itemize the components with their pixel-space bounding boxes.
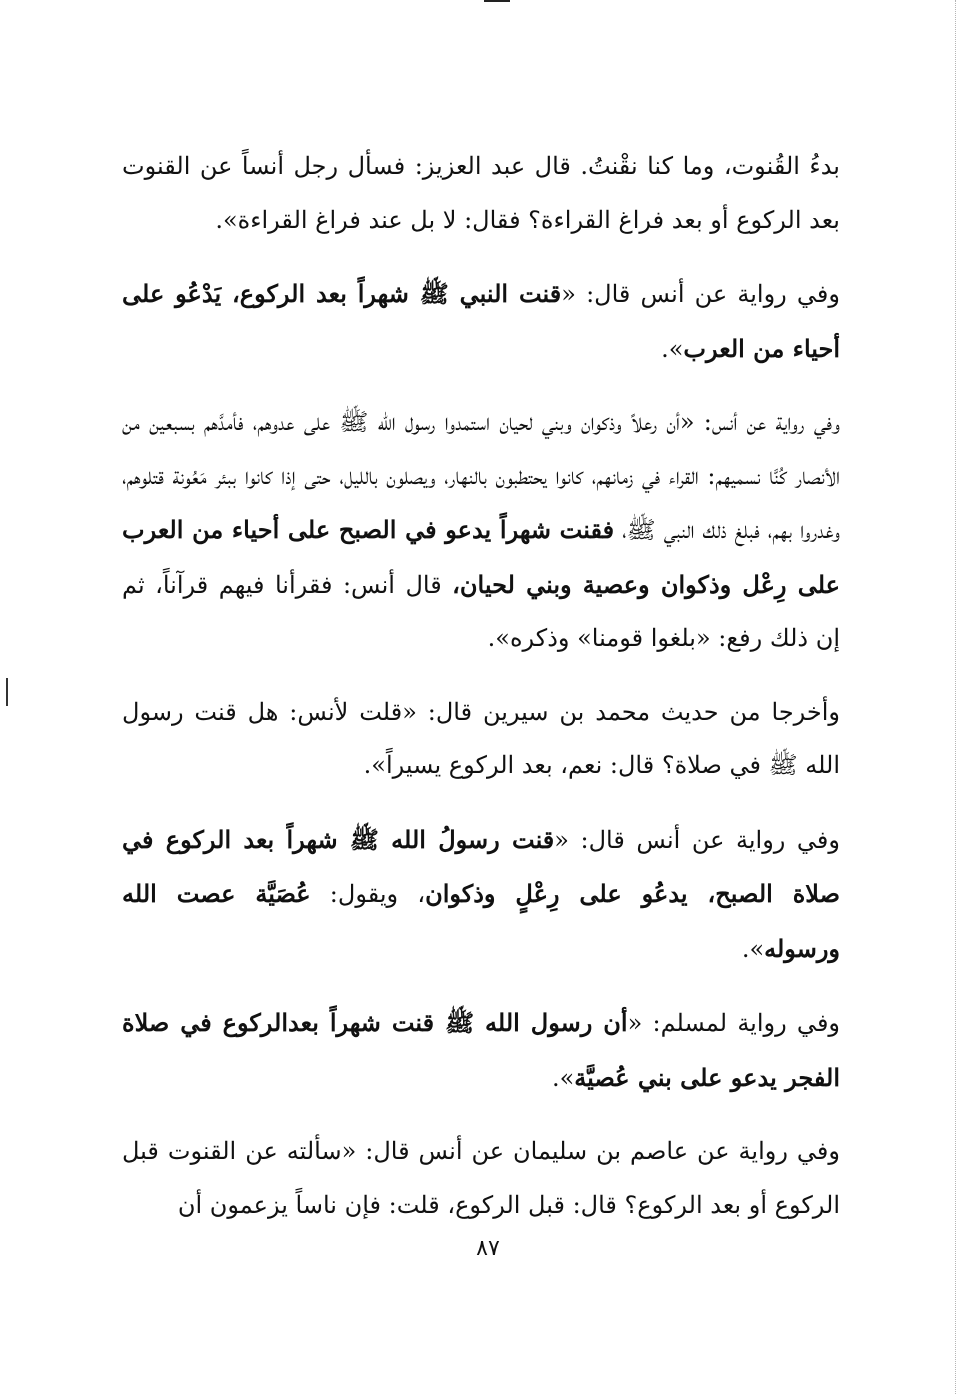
text-segment: وفي رواية عن أنس: «أن رعلاً وذكوان وبني لحيان استمدوا رسول الله ﷺ على عدوهم، فأمدَّهم بسبعين من الأنصار كُنَّا نسميهم: القراء في زمانهم، كانوا يحتطبون بالنهار، ويصلون بالليل، حتى إذا كانوا ببئر مَعُونة قتلوهم، وغدروا بهم، فبلغ ذلك النبي ﷺ،: [122, 408, 840, 544]
paragraph: [122, 396, 840, 666]
page-number: ٨٧: [476, 1236, 500, 1261]
bold-text-segment: عُصَيَّة عصت الله ورسوله: [122, 879, 840, 963]
page-edge-line: [955, 0, 956, 1394]
paragraph: [122, 686, 840, 793]
text-segment: وفي رواية عن أنس قال: «: [554, 825, 840, 854]
paragraph: [122, 267, 840, 376]
paragraph: [122, 996, 840, 1105]
text-segment: بدءُ القُنوت، وما كنا نقْنتُ. قال عبد العزيز: فسأل رجل أنساً عن القنوت بعد الركوع أو بعد فراغ القراءة؟ فقال: لا بل عند فراغ القراءة».: [122, 152, 840, 234]
text-segment: وفي رواية لمسلم: «: [627, 1009, 841, 1037]
scan-top-mark: [484, 0, 510, 2]
bold-text-segment: قنت رسولُ الله ﷺ شهراً بعد الركوع في صلاة الصبح، يدعُو على رِعْلٍ وذكوان: [122, 824, 840, 908]
bold-text-segment: فقنت شهراً يدعو في الصبح على أحياء من العرب على رِعْل وذكوان وعصية وبني لحيان،: [122, 515, 840, 599]
text-segment: قال أنس: فقرأنا فيهم قرآناً، ثم إن ذلك رفع: «بلغوا قومنا» وذكره».: [122, 570, 840, 652]
text-segment: وفي رواية عن أنس قال: «: [561, 280, 840, 308]
text-segment: وفي رواية عن عاصم بن سليمان عن أنس قال: «سألته عن القنوت قبل الركوع أو بعد الركوع؟ قال: قبل الركوع، قلت: فإن ناساً يزعمون أن: [122, 1137, 840, 1219]
bold-text-segment: أن رسول الله ﷺ قنت شهراً بعدالركوع في صلاة الفجر يدعو على بني عُصيَّة: [122, 1008, 840, 1092]
text-segment: ».: [551, 1063, 575, 1092]
scan-margin-mark: [6, 678, 8, 706]
text-segment: ».: [661, 334, 684, 363]
text-segment: ، ويقول:: [310, 880, 426, 908]
paragraph: [122, 1125, 840, 1232]
text-segment: ».: [741, 934, 765, 963]
bold-text-segment: قنت النبي ﷺ شهراً بعد الركوع، يَدْعُو على أحياء من العرب: [122, 279, 840, 363]
text-segment: وأخرجا من حديث محمد بن سيرين قال: «قلت لأنس: هل قنت رسول الله ﷺ في صلاة؟ قال: نعم، بعد الركوع يسيراً».: [122, 697, 840, 779]
paragraph: [122, 140, 840, 247]
paragraph: [122, 813, 840, 977]
body-text: [122, 140, 840, 1252]
